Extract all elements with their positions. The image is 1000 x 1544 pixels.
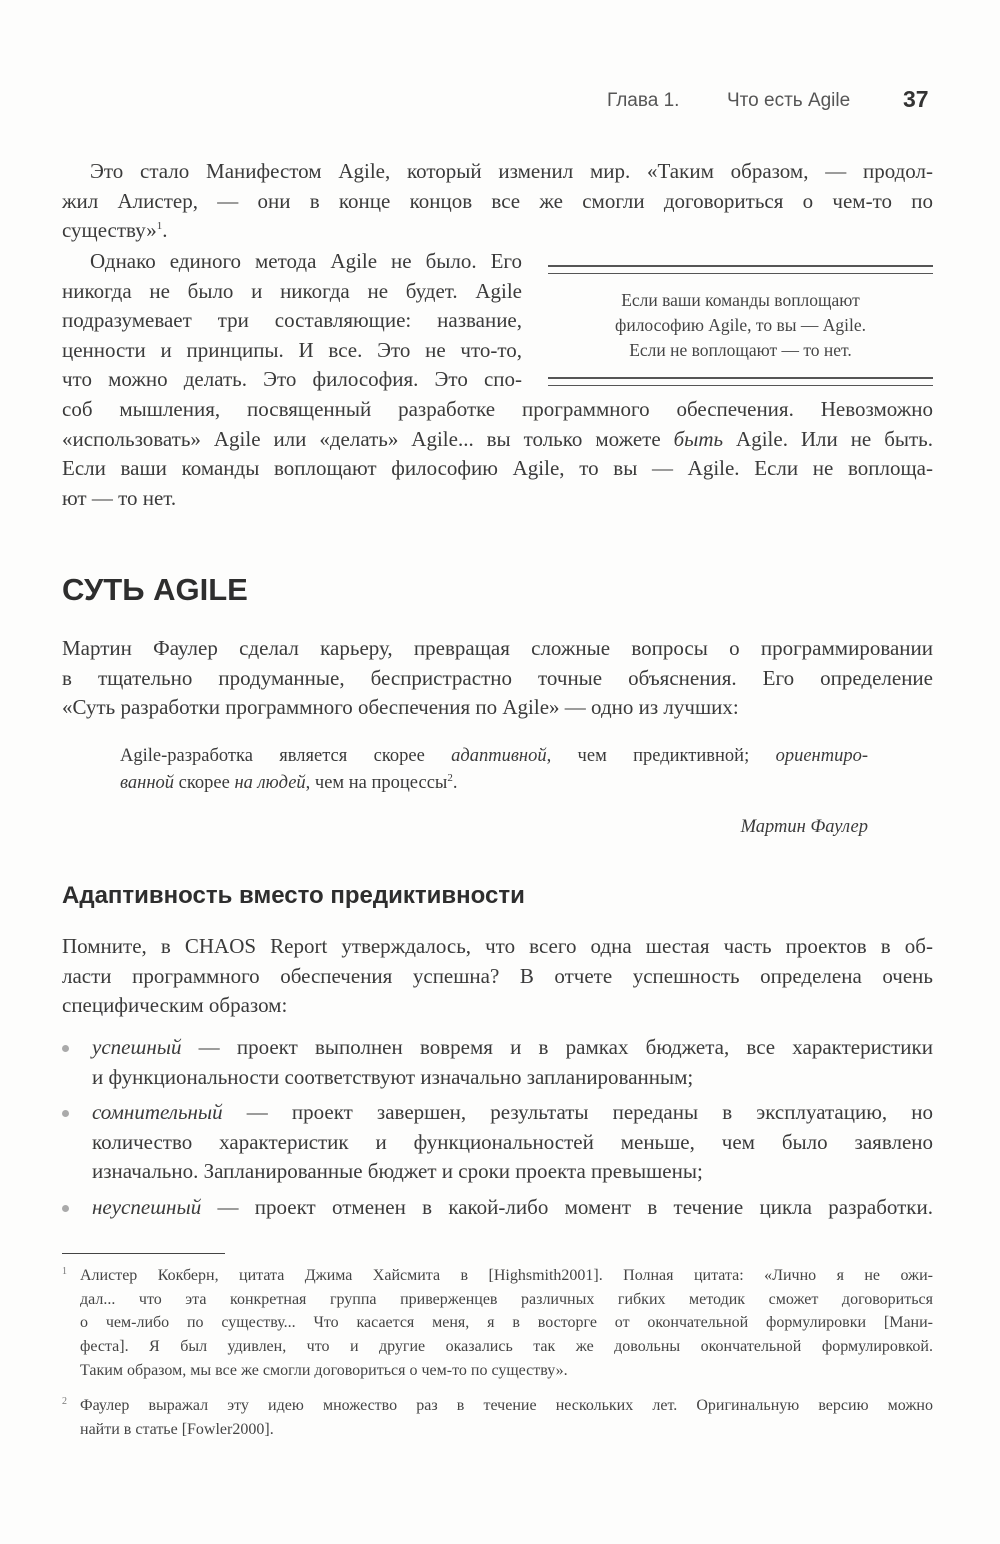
text-line: Это стало Манифестом Agile, который изменил мир. «Таким образом, — продол- [90, 159, 933, 183]
text-line: соб мышления, посвященный разработке программного обеспечения. Невозможно [62, 397, 933, 421]
text-line: Помните, в CHAOS Report утверждалось, что всего одна шестая часть проектов в об- [62, 934, 933, 958]
pull-quote-bottom-rule [548, 377, 933, 386]
text-line: дал... что эта конкретная группа приверженцев различных гибких методик сможет договориться [80, 1290, 933, 1308]
text-line: изначально. Запланированные бюджет и сроки проекта превышены; [92, 1159, 703, 1184]
text-line: в тщательно продуманные, беспристрастно точные объяснения. Его определение [62, 665, 933, 690]
paragraph-no-single-method [62, 247, 522, 395]
text-line: ласти программного обеспечения успешна? В отчете успешность определена очень [62, 963, 933, 988]
text-line: «Суть разработки программного обеспечения по Agile» — одно из лучших: [62, 695, 739, 720]
bullet-item [92, 1033, 933, 1092]
pull-quote-line: Если ваши команды воплощают [621, 290, 860, 310]
pull-quote-line: философию Agile, то вы — Agile. [615, 315, 866, 335]
paragraph-manifesto [62, 157, 933, 246]
bullet-icon [62, 1045, 69, 1052]
text-line: ют — то нет. [62, 485, 177, 510]
paragraph-chaos-report [62, 932, 933, 1021]
text-line: Если ваши команды воплощают философию Agile, то вы — Agile. Если не воплоща- [62, 456, 933, 481]
text-line: о чем-либо по существу... Что касается меня, я в восторге от окончательной формулировки [Мани- [80, 1314, 933, 1332]
emphasis: быть [673, 426, 724, 451]
text-line: специфическим образом: [62, 993, 288, 1018]
text-line: найти в статье [Fowler2000]. [80, 1420, 274, 1438]
text-line: никогда не было и никогда не будет. Agile [62, 278, 522, 303]
pull-quote [548, 265, 933, 386]
text-line: успешный — проект выполнен вовремя и в рамках бюджета, все характеристики [92, 1035, 933, 1059]
section-heading: СУТЬ AGILE [62, 572, 248, 607]
running-header-title: Что есть Agile [727, 90, 851, 111]
text-line: что можно делать. Это философия. Это спо- [62, 367, 522, 392]
emphasis: адаптивной [451, 746, 547, 766]
text-line: ванной скорее на людей, чем на процессы$^2$. [120, 771, 458, 793]
footnote-number: 2 [62, 1396, 67, 1407]
running-header-chapter: Глава 1. [607, 90, 680, 111]
page-number: 37 [903, 86, 929, 112]
subsection-heading: Адаптивность вместо предиктивности [62, 882, 525, 909]
text-line: феста]. Я был удивлен, что и другие оказались так же довольны окончательной формулировкой. [80, 1338, 933, 1356]
footnote [80, 1264, 933, 1383]
pull-quote-top-rule [548, 265, 933, 274]
text-line: ценности и принципы. И все. Это не что-то, [62, 337, 522, 362]
pull-quote-line: Если не воплощают — то нет. [629, 340, 852, 360]
text-line: Фаулер выражал эту идею множество раз в течение нескольких лет. Оригинальную версию можно [80, 1397, 933, 1414]
text-line: и функциональности соответствуют изначально запланированным; [92, 1064, 694, 1089]
text-line: подразумевает три составляющие: название, [62, 308, 522, 333]
text-line: Алистер Кокберн, цитата Джима Хайсмита в [Highsmith2001]. Полная цитата: «Лично я не ожи- [80, 1267, 933, 1284]
paragraph-no-single-method-cont [62, 395, 933, 513]
text-line: «использовать» Agile или «делать» Agile... вы только можете быть Agile. Или не быть. [62, 426, 933, 451]
text-line: Agile-разработка является скорее адаптивной, чем предиктивной; ориентиро- [120, 746, 868, 766]
footnote-rule [62, 1253, 225, 1254]
footnote-number: 1 [62, 1266, 67, 1277]
text-line: Таким образом, мы все же смогли договориться о чем-то по существу». [80, 1361, 568, 1379]
emphasis: неуспешный [92, 1195, 202, 1219]
quote-author: Мартин Фаулер [740, 817, 868, 837]
text-line: сомнительный — проект завершен, результаты переданы в эксплуатацию, но [92, 1100, 933, 1124]
footnote-ref[interactable]: 1 [156, 220, 163, 233]
text-line: количество характеристик и функциональностей меньше, чем было заявлено [92, 1129, 933, 1154]
emphasis: ванной [120, 773, 175, 793]
footnote-ref[interactable]: 2 [447, 771, 453, 784]
bullet-item [92, 1098, 933, 1187]
emphasis: успешный [92, 1035, 182, 1059]
bullet-icon [62, 1205, 69, 1212]
text-line: жил Алистер, — они в конце концов все же смогли договориться о чем-то по [62, 188, 933, 213]
block-quote [120, 743, 868, 797]
bullet-icon [62, 1110, 69, 1117]
text-line: Мартин Фаулер сделал карьеру, превращая сложные вопросы о программировании [62, 636, 933, 660]
emphasis: ориентиро- [775, 746, 868, 766]
text-line: неуспешный — проект отменен в какой-либо момент в течение цикла разработки. [92, 1195, 933, 1219]
text-line: существу»$^1$. [62, 218, 168, 243]
text-line: Однако единого метода Agile не было. Его [90, 249, 522, 273]
emphasis: на людей [234, 773, 306, 793]
emphasis: сомнительный [92, 1100, 223, 1124]
paragraph-fowler [62, 634, 933, 723]
footnote [80, 1394, 933, 1441]
bullet-item [92, 1193, 933, 1223]
